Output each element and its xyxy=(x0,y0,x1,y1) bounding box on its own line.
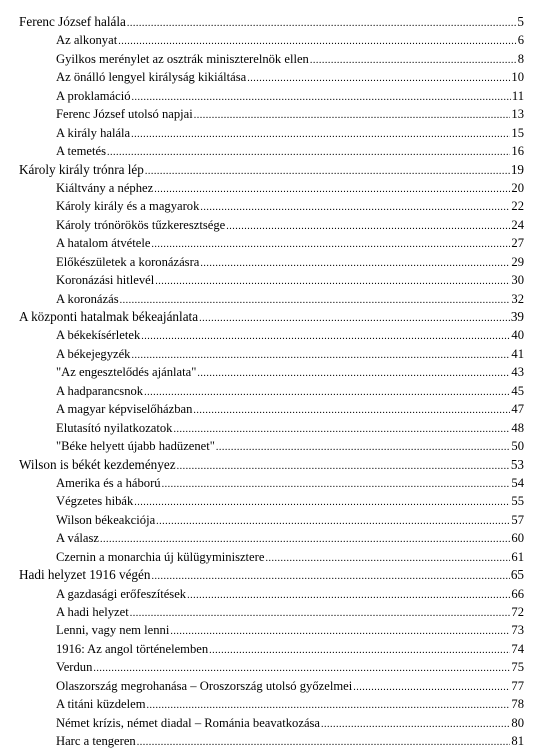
toc-entry-page-number: 19 xyxy=(510,161,524,177)
dot-leader xyxy=(107,144,510,162)
toc-entry-page-number: 11 xyxy=(511,88,524,103)
dot-leader xyxy=(187,587,510,605)
toc-section-entry xyxy=(0,271,553,289)
toc-entry-title: A temetés xyxy=(56,144,107,159)
toc-entry-page-number: 10 xyxy=(511,70,524,85)
dot-leader xyxy=(177,458,510,476)
toc-entry-page-number: 40 xyxy=(511,328,524,343)
toc-section-entry xyxy=(0,105,553,123)
toc-chapter-entry xyxy=(0,13,553,31)
toc-section-entry xyxy=(0,658,553,676)
toc-entry-title: Kiáltvány a néphez xyxy=(56,180,154,195)
dot-leader xyxy=(193,402,510,420)
toc-entry-title: Ferenc József halála xyxy=(19,14,126,29)
toc-section-entry xyxy=(0,677,553,695)
toc-section-entry xyxy=(0,234,553,252)
toc-section-entry xyxy=(0,124,553,142)
toc-entry-title: Az önálló lengyel királyság kikiáltása xyxy=(56,70,247,85)
toc-entry-title: Gyilkos merénylet az osztrák miniszterelnök ellen xyxy=(56,51,309,66)
toc-section-entry xyxy=(0,640,553,658)
toc-entry-title: Elutasító nyilatkozatok xyxy=(56,420,173,435)
toc-entry-page-number: 57 xyxy=(511,512,524,527)
toc-entry-title: Verdun xyxy=(56,660,93,675)
toc-entry-page-number: 81 xyxy=(511,734,524,749)
dot-leader xyxy=(127,15,516,33)
dot-leader xyxy=(151,236,510,254)
toc-entry-title: A koronázás xyxy=(56,291,119,306)
toc-section-entry xyxy=(0,382,553,400)
toc-entry-title: Előkészületek a koronázásra xyxy=(56,254,200,269)
toc-section-entry xyxy=(0,492,553,510)
toc-section-entry xyxy=(0,87,553,105)
dot-leader xyxy=(353,679,510,697)
toc-entry-page-number: 60 xyxy=(511,531,524,546)
toc-entry-page-number: 24 xyxy=(511,217,524,232)
toc-entry-page-number: 6 xyxy=(517,33,524,48)
toc-section-entry xyxy=(0,548,553,566)
toc-entry-title: A király halála xyxy=(56,125,131,140)
toc-entry-title: "Béke helyett újabb hadüzenet" xyxy=(56,439,215,454)
toc-entry-page-number: 53 xyxy=(510,456,524,472)
toc-entry-title: A válasz xyxy=(56,531,100,546)
toc-entry-page-number: 8 xyxy=(517,51,524,66)
toc-section-entry xyxy=(0,179,553,197)
toc-section-entry xyxy=(0,400,553,418)
toc-chapter-entry xyxy=(0,456,553,474)
toc-entry-page-number: 43 xyxy=(511,365,524,380)
toc-entry-page-number: 20 xyxy=(511,180,524,195)
toc-entry-page-number: 27 xyxy=(511,236,524,251)
toc-entry-page-number: 13 xyxy=(511,107,524,122)
toc-entry-page-number: 32 xyxy=(511,291,524,306)
toc-entry-title: Német krízis, német diadal – Románia beavatkozása xyxy=(56,715,321,730)
toc-section-entry xyxy=(0,585,553,603)
toc-entry-page-number: 29 xyxy=(511,254,524,269)
dot-leader xyxy=(156,513,510,531)
toc-entry-page-number: 72 xyxy=(511,605,524,619)
toc-entry-title: Lenni, vagy nem lenni xyxy=(56,623,170,638)
toc-section-entry xyxy=(0,326,553,344)
toc-entry-page-number: 55 xyxy=(511,494,524,509)
toc-entry-title: Czernin a monarchia új külügyminisztere xyxy=(56,549,265,564)
toc-entry-page-number: 66 xyxy=(511,586,524,601)
toc-entry-title: Károly trónörökös tűzkeresztsége xyxy=(56,217,226,232)
toc-section-entry xyxy=(0,68,553,86)
toc-section-entry xyxy=(0,216,553,234)
toc-entry-page-number: 45 xyxy=(511,383,524,398)
toc-entry-page-number: 5 xyxy=(517,14,524,29)
toc-entry-page-number: 15 xyxy=(511,125,524,140)
dot-leader xyxy=(155,273,510,291)
toc-section-entry xyxy=(0,511,553,529)
toc-entry-title: Wilson békeakciója xyxy=(56,512,156,527)
dot-leader xyxy=(134,494,510,512)
toc-section-entry xyxy=(0,714,553,732)
toc-entry-page-number: 48 xyxy=(511,420,524,435)
toc-entry-page-number: 73 xyxy=(511,623,524,638)
toc-entry-page-number: 80 xyxy=(511,715,524,730)
toc-section-entry xyxy=(0,695,553,713)
toc-entry-title: Wilson is békét kezdeményez xyxy=(19,456,176,472)
toc-entry-title: Ferenc József utolsó napjai xyxy=(56,107,193,122)
dot-leader xyxy=(247,70,510,88)
toc-entry-title: A hatalom átvétele xyxy=(56,236,151,251)
toc-entry-page-number: 74 xyxy=(511,641,524,656)
toc-entry-title: Olaszország megrohanása – Oroszország utolsó győzelmei xyxy=(56,678,353,693)
dot-leader xyxy=(170,623,510,641)
toc-entry-page-number: 30 xyxy=(511,273,524,288)
dot-leader xyxy=(226,218,510,236)
toc-section-entry xyxy=(0,474,553,492)
toc-entry-page-number: 77 xyxy=(511,678,524,693)
toc-entry-title: A hadparancsnok xyxy=(56,383,144,398)
toc-entry-title: A központi hatalmak békeajánlata xyxy=(19,309,199,324)
toc-section-entry xyxy=(0,253,553,271)
toc-entry-title: A gazdasági erőfeszítések xyxy=(56,586,187,601)
toc-section-entry xyxy=(0,419,553,437)
toc-entry-page-number: 65 xyxy=(510,567,524,583)
dot-leader xyxy=(137,734,511,752)
toc-entry-title: A magyar képviselőházban xyxy=(56,402,193,417)
dot-leader xyxy=(199,310,510,328)
toc-entry-title: Az alkonyat xyxy=(56,33,118,48)
toc-chapter-entry xyxy=(0,161,553,179)
toc-section-entry xyxy=(0,142,553,160)
toc-entry-page-number: 16 xyxy=(511,144,524,159)
toc-entry-title: Amerika és a háború xyxy=(56,475,161,490)
toc-entry-page-number: 61 xyxy=(511,549,524,564)
toc-section-entry xyxy=(0,437,553,455)
toc-section-entry xyxy=(0,732,553,750)
toc-section-entry xyxy=(0,31,553,49)
toc-entry-title: "Az engesztelődés ajánlata" xyxy=(56,365,197,380)
dot-leader xyxy=(145,163,510,181)
toc-section-entry xyxy=(0,290,553,308)
toc-entry-title: Károly király trónra lép xyxy=(19,161,144,177)
toc-entry-page-number: 41 xyxy=(511,346,524,361)
dot-leader xyxy=(265,550,510,568)
dot-leader xyxy=(130,605,511,623)
dot-leader xyxy=(173,421,510,439)
toc-section-entry xyxy=(0,197,553,215)
toc-section-entry xyxy=(0,363,553,381)
toc-section-entry xyxy=(0,529,553,547)
dot-leader xyxy=(151,568,509,586)
dot-leader xyxy=(197,365,510,383)
toc-entry-title: A békejegyzék xyxy=(56,346,131,361)
toc-entry-page-number: 39 xyxy=(510,309,524,324)
toc-entry-page-number: 75 xyxy=(511,660,524,675)
toc-section-entry xyxy=(0,50,553,68)
toc-entry-title: Végzetes hibák xyxy=(56,494,134,509)
dot-leader xyxy=(131,126,510,144)
toc-entry-title: A hadi helyzet xyxy=(56,605,129,619)
toc-entry-title: Harc a tengeren xyxy=(56,734,136,749)
dot-leader xyxy=(141,328,510,346)
dot-leader xyxy=(310,52,517,70)
dot-leader xyxy=(209,642,510,660)
dot-leader xyxy=(321,716,510,734)
toc-entry-page-number: 22 xyxy=(511,199,524,214)
dot-leader xyxy=(144,384,510,402)
toc-entry-page-number: 47 xyxy=(511,402,524,417)
dot-leader xyxy=(216,439,511,457)
toc-entry-title: A titáni küzdelem xyxy=(56,697,146,712)
toc-chapter-entry xyxy=(0,566,553,584)
dot-leader xyxy=(194,107,511,125)
toc-entry-page-number: 78 xyxy=(511,697,524,712)
toc-entry-title: Koronázási hitlevél xyxy=(56,273,155,288)
toc-entry-title: A proklamáció xyxy=(56,88,131,103)
toc-entry-title: Hadi helyzet 1916 végén xyxy=(19,567,151,583)
toc-section-entry xyxy=(0,345,553,363)
dot-leader xyxy=(200,255,510,273)
dot-leader xyxy=(200,199,510,217)
toc-section-entry xyxy=(0,603,553,621)
toc-entry-page-number: 50 xyxy=(511,439,524,454)
toc-entry-title: Károly király és a magyarok xyxy=(56,199,200,214)
toc-chapter-entry xyxy=(0,308,553,326)
toc-section-entry xyxy=(0,621,553,639)
toc-entry-page-number: 54 xyxy=(511,475,524,490)
toc-entry-title: A békekísérletek xyxy=(56,328,141,343)
dot-leader xyxy=(154,181,510,199)
toc-entry-title: 1916: Az angol történelemben xyxy=(56,641,209,656)
dot-leader xyxy=(162,476,511,494)
